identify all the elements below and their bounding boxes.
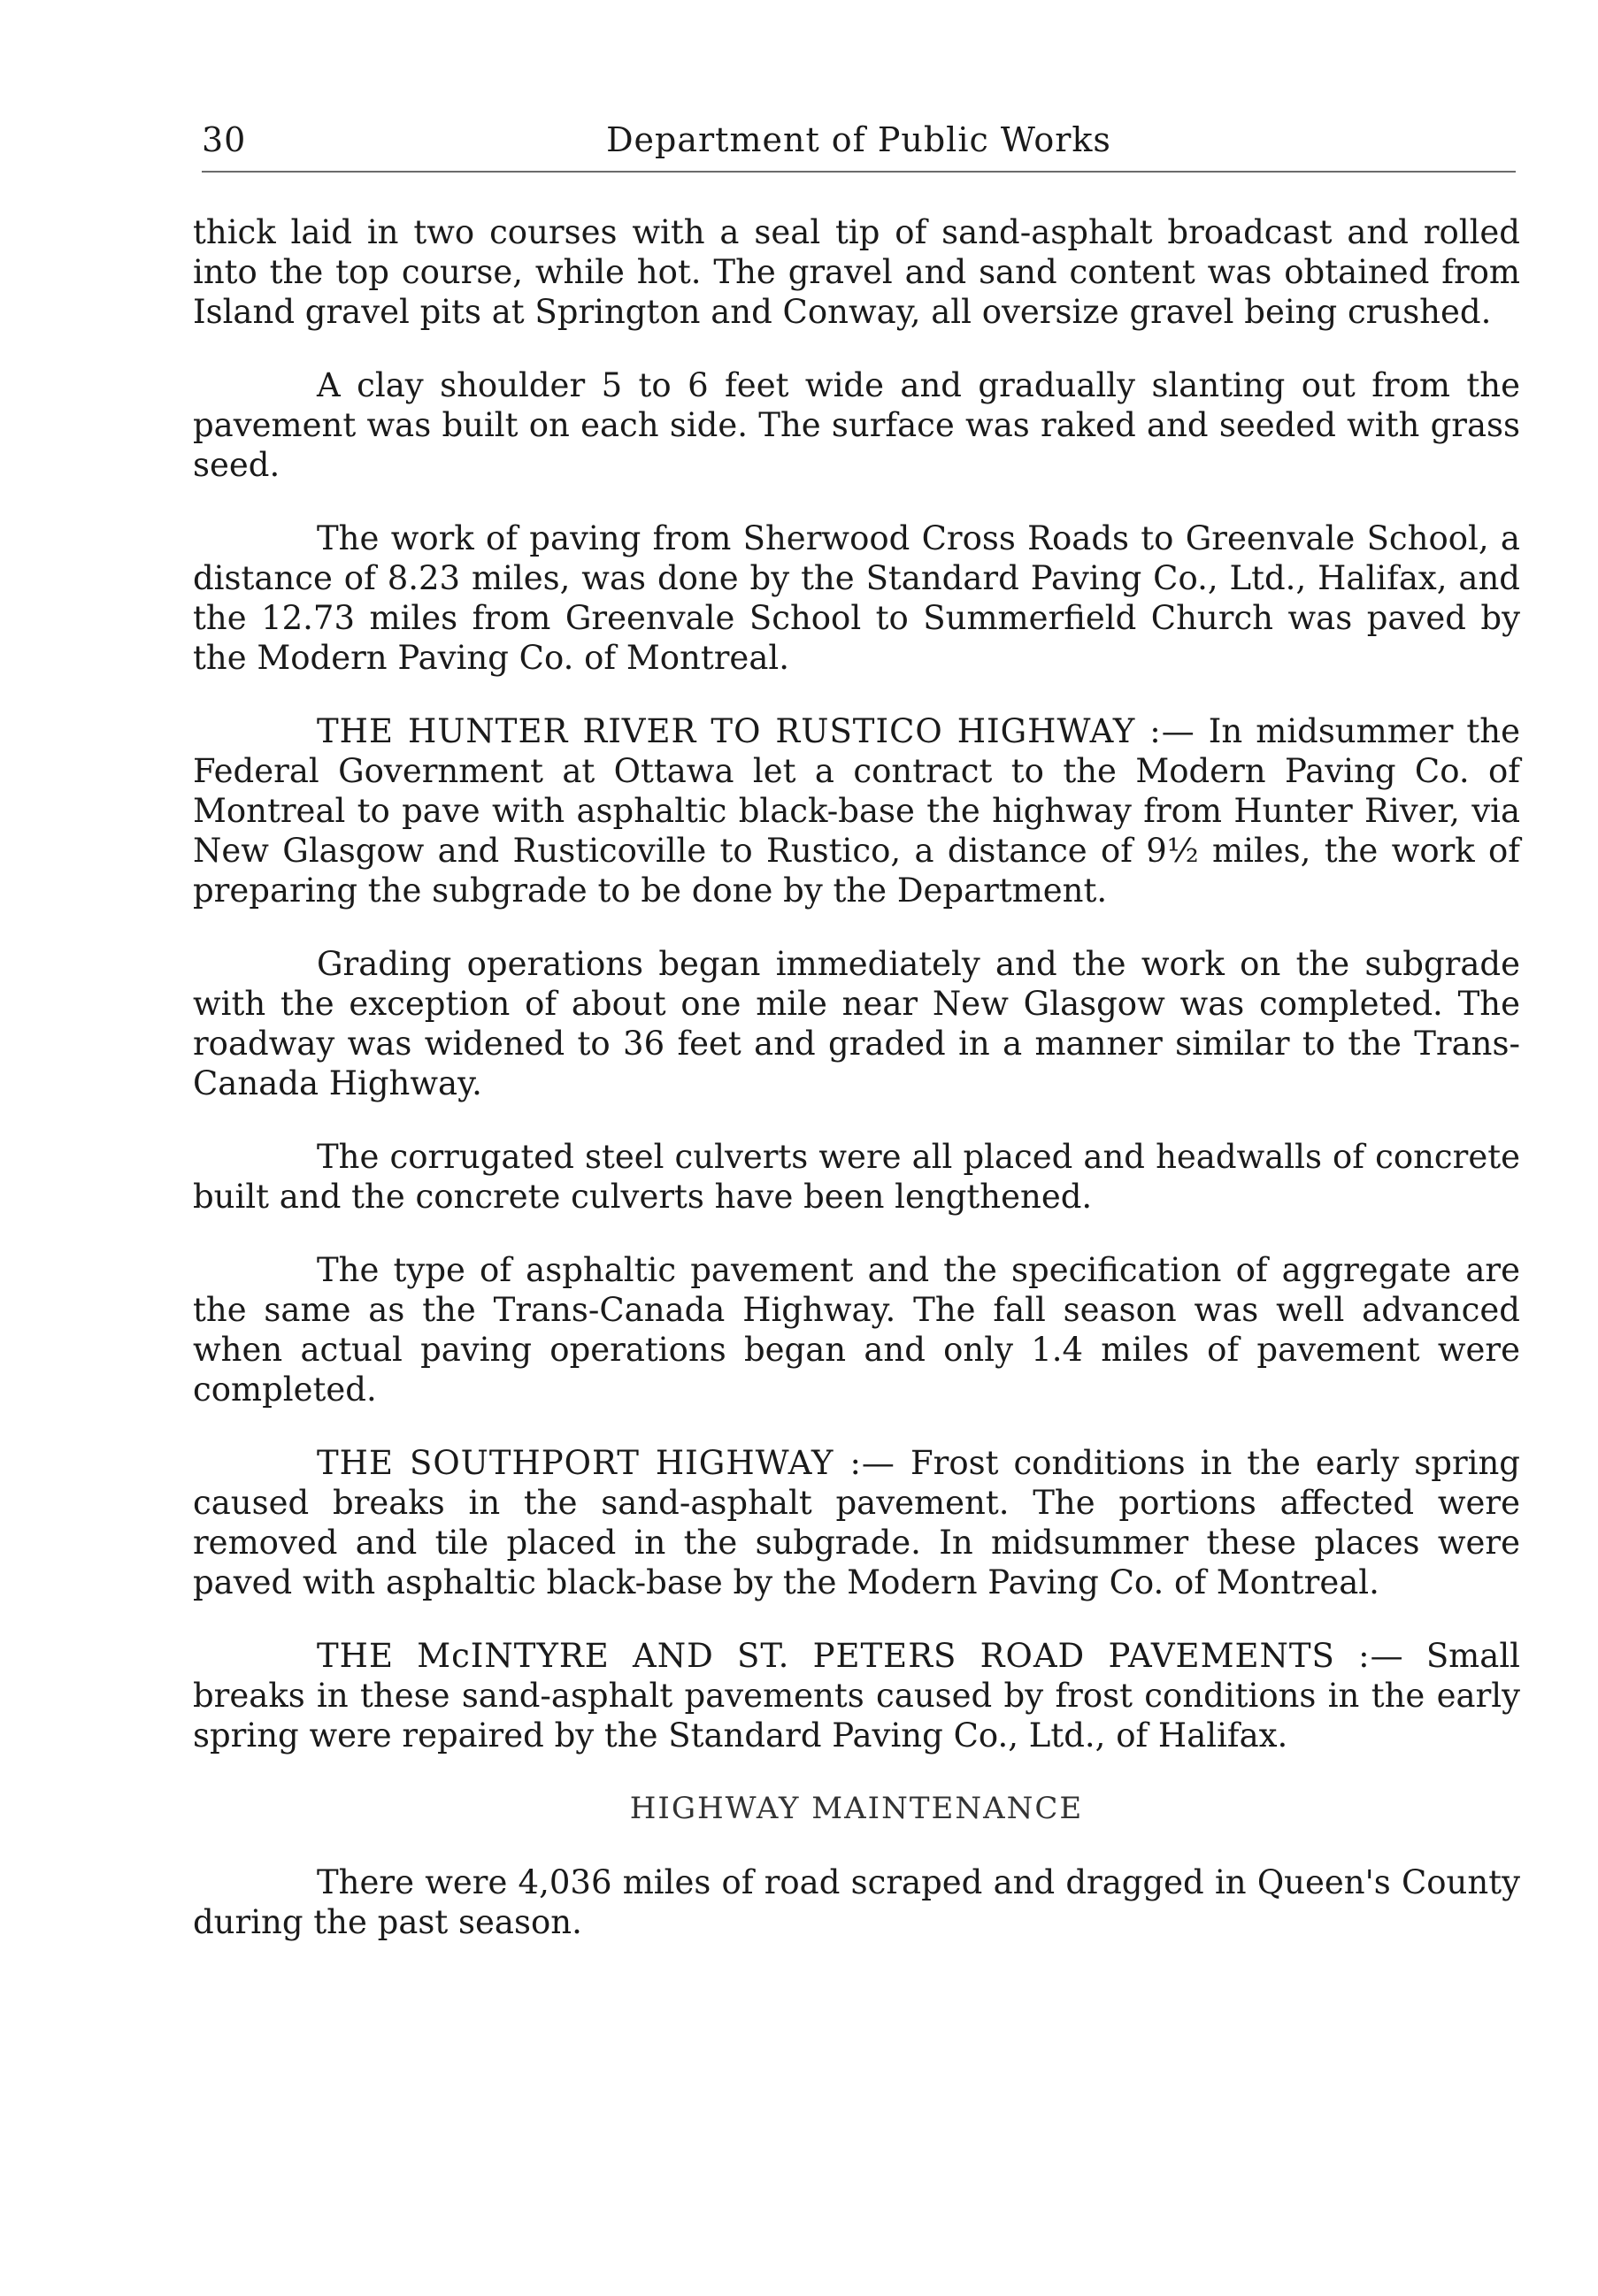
paragraph-asphaltic-pavement bbox=[193, 1250, 1520, 1409]
paragraph-culverts bbox=[193, 1137, 1520, 1217]
running-head: Department of Public Works bbox=[606, 120, 1111, 159]
section-heading-highway-maintenance: HIGHWAY MAINTENANCE bbox=[629, 1791, 1084, 1826]
paragraph-text: thick laid in two courses with a seal tip of sand-asphalt broadcast and rolled into the top course, while hot. The gravel and sand content was obtained from Island gravel pits at Springton and Conway, all oversize gravel being crushed. bbox=[193, 213, 1520, 331]
paragraph-heading: THE SOUTHPORT HIGHWAY :— bbox=[317, 1444, 895, 1482]
paragraph-grading-operations bbox=[193, 944, 1520, 1103]
paragraph-text: The type of asphaltic pavement and the specification of aggregate are the same as the Trans-Canada Highway. The fall season was well advanced when actual paving operations began and only 1.4 miles of pavement were completed. bbox=[193, 1251, 1520, 1409]
paragraph-clay-shoulder bbox=[193, 365, 1520, 485]
paragraph-text: Frost conditions in the early spring caused breaks in the sand-asphalt pavement. The portions affected were removed and tile placed in the subgrade. In midsummer these places were paved with asphaltic black-base by the Modern Paving Co. of Montreal. bbox=[193, 1444, 1520, 1601]
paragraph-text: There were 4,036 miles of road scraped and dragged in Queen's County during the past season. bbox=[193, 1863, 1520, 1941]
paragraph-hunter-river-highway bbox=[193, 711, 1520, 910]
paragraph-text: A clay shoulder 5 to 6 feet wide and gradually slanting out from the pavement was built on each side. The surface was raked and seeded with grass seed. bbox=[193, 366, 1520, 484]
header-rule bbox=[202, 171, 1516, 173]
paragraph-southport-highway bbox=[193, 1443, 1520, 1602]
paragraph-heading: THE McINTYRE AND ST. PETERS ROAD PAVEMENTS :— bbox=[317, 1637, 1404, 1675]
paragraph-text: In midsummer the Federal Government at Ottawa let a contract to the Modern Paving Co. of Montreal to pave with asphaltic black-base the highway from Hunter River, via New Glasgow and Rusticoville to Rustico, a distance of 9½ miles, the work of preparing the subgrade to be done by the Department. bbox=[193, 712, 1520, 910]
page-number: 30 bbox=[202, 120, 247, 159]
paragraph-road-scraping bbox=[193, 1862, 1520, 1942]
paragraph-text: The work of paving from Sherwood Cross Roads to Greenvale School, a distance of 8.23 miles, was done by the Standard Paving Co., Ltd., Halifax, and the 12.73 miles from Greenvale School to Summerfield Church was paved by the Modern Paving Co. of Montreal. bbox=[193, 519, 1520, 677]
paragraph-mcintyre-st-peters bbox=[193, 1636, 1520, 1755]
paragraph-text: Grading operations began immediately and the work on the subgrade with the exception of about one mile near New Glasgow was completed. The roadway was widened to 36 feet and graded in a manner similar to the Trans-Canada Highway. bbox=[193, 945, 1520, 1102]
page-header bbox=[202, 113, 1516, 166]
paragraph-sherwood-paving bbox=[193, 518, 1520, 678]
paragraph-text: The corrugated steel culverts were all placed and headwalls of concrete built and the concrete culverts have been lengthened. bbox=[193, 1138, 1520, 1216]
paragraph-heading: THE HUNTER RIVER TO RUSTICO HIGHWAY :— bbox=[317, 712, 1195, 750]
paragraph-gravel-courses bbox=[193, 212, 1520, 332]
paragraph-text: Small breaks in these sand-asphalt pavements caused by frost conditions in the early spring were repaired by the Standard Paving Co., Ltd., of Halifax. bbox=[193, 1637, 1520, 1755]
body-text bbox=[193, 212, 1520, 1976]
